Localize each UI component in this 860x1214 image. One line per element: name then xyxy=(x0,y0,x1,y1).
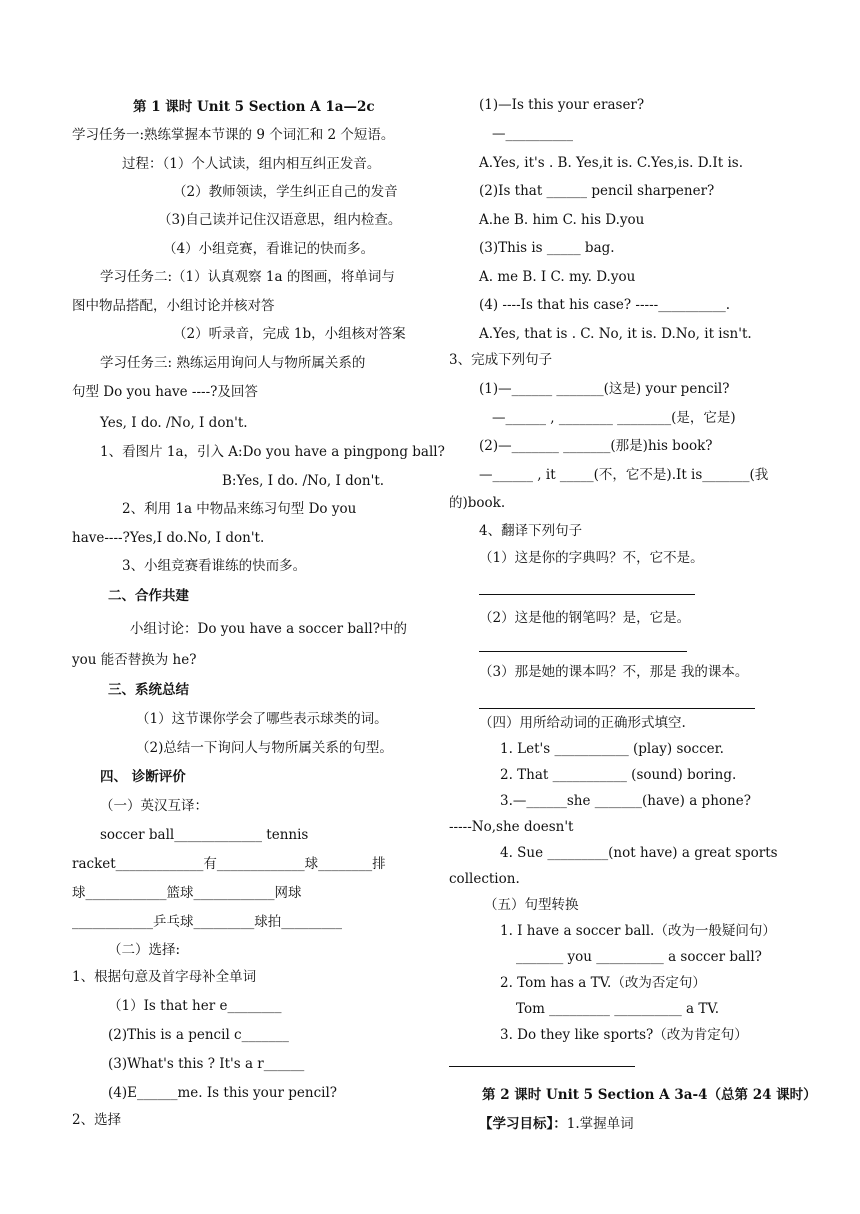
task2-line: （2）听录音，完成 1b，小组核对答案 xyxy=(173,326,406,342)
choice-question: (1)—Is this your eraser? xyxy=(479,97,645,113)
goal-line xyxy=(479,1115,634,1133)
question-heading: 1、根据句意及首字母补全单词 xyxy=(72,969,257,985)
task3-line: 学习任务三: 熟练运用询问人与物所属关系的 xyxy=(100,355,366,371)
question-line: (4)E______me. Is this your pencil? xyxy=(108,1085,338,1101)
complete-line: (2)—_______ _______(那是)his book? xyxy=(479,438,713,454)
section-heading: 二、合作共建 xyxy=(108,588,189,604)
task3-line: 句型 Do you have ----?及回答 xyxy=(72,384,258,400)
process-line: 过程：（1）个人试读，组内相互纠正发音。 xyxy=(122,156,381,172)
translate-line: （2）这是他的钢笔吗？是，它是。 xyxy=(479,610,691,626)
question-heading: 3、完成下列句子 xyxy=(449,352,553,368)
subsection-heading: （四）用所给动词的正确形式填空. xyxy=(479,715,686,731)
choice-options: A.he B. him C. his D.you xyxy=(479,212,645,228)
translation-line: 球____________篮球____________网球 xyxy=(72,885,302,901)
choice-question: (2)Is that ______ pencil sharpener? xyxy=(479,183,715,199)
transform-line: _______ you __________ a soccer ball? xyxy=(516,949,762,965)
subsection-heading: （五）句型转换 xyxy=(484,897,579,913)
choice-answer-blank: —__________ xyxy=(492,126,573,142)
choice-question: (3)This is _____ bag. xyxy=(479,240,615,256)
step-line: B:Yes, I do. /No, I don't. xyxy=(222,473,385,489)
step-line: 1、看图片 1a，引入 A:Do you have a pingpong ball? xyxy=(100,444,445,460)
choice-options: A. me B. I C. my. D.you xyxy=(479,269,636,285)
subsection-heading: （二）选择: xyxy=(108,942,181,958)
choice-question: (4) ----Is that his case? -----__________. xyxy=(479,297,730,313)
choice-options: A.Yes, that is . C. No, it is. D.No, it isn't. xyxy=(479,326,752,342)
task1-line: 学习任务一:熟练掌握本节课的 9 个词汇和 2 个短语。 xyxy=(72,127,395,143)
transform-line: 2. Tom has a TV.（改为否定句） xyxy=(500,975,706,991)
summary-line: （2)总结一下询问人与物所属关系的句型。 xyxy=(136,740,393,756)
discussion-line: you 能否替换为 he? xyxy=(72,652,197,668)
process-line: （4）小组竞赛，看谁记的快而多。 xyxy=(163,241,375,257)
verb-line: 4. Sue _________(not have) a great sports xyxy=(500,845,778,861)
task2-line: 学习任务二:（1）认真观察 1a 的图画，将单词与 xyxy=(100,269,395,285)
complete-line: 的)book. xyxy=(449,495,506,511)
process-line: （2）教师领读，学生纠正自己的发音 xyxy=(173,184,398,200)
answer-rule xyxy=(449,1066,635,1067)
task2-line: 图中物品搭配，小组讨论并核对答 xyxy=(72,298,275,314)
verb-line: collection. xyxy=(449,871,520,887)
answer-rule xyxy=(479,708,755,709)
question-line: （1）Is that her e________ xyxy=(108,998,282,1014)
translate-line: （3）那是她的课本吗？不，那是 我的课本。 xyxy=(479,664,749,680)
question-line: (3)What's this ? It's a r______ xyxy=(108,1056,305,1072)
choice-options: A.Yes, it's . B. Yes,it is. C.Yes,is. D.It is. xyxy=(479,155,743,171)
summary-line: （1）这节课你学会了哪些表示球类的词。 xyxy=(136,711,388,727)
verb-line: 2. That ___________ (sound) boring. xyxy=(500,767,737,783)
verb-line: 3.—______she _______(have) a phone? xyxy=(500,793,751,809)
discussion-line: 小组讨论：Do you have a soccer ball?中的 xyxy=(130,621,407,637)
transform-line: 3. Do they like sports?（改为肯定句） xyxy=(500,1027,748,1043)
section-heading: 四、 诊断评价 xyxy=(100,769,186,785)
transform-line: 1. I have a soccer ball.（改为一般疑问句） xyxy=(500,923,776,939)
section-heading: 三、系统总结 xyxy=(108,682,189,698)
verb-line: 1. Let's ___________ (play) soccer. xyxy=(500,741,724,757)
transform-line: Tom _________ __________ a TV. xyxy=(516,1001,720,1017)
task3-line: Yes, I do. /No, I don't. xyxy=(100,415,248,431)
translate-line: （1）这是你的字典吗？不，它不是。 xyxy=(479,550,704,566)
translation-line: ____________乒乓球_________球拍_________ xyxy=(72,914,342,930)
question-heading: 2、选择 xyxy=(72,1112,122,1128)
translation-line: soccer ball_____________ tennis xyxy=(100,827,309,843)
complete-line: —______ , ________ ________(是，它是) xyxy=(492,410,736,426)
step-line: have----?Yes,I do.No, I don't. xyxy=(72,530,265,546)
question-line: (2)This is a pencil c_______ xyxy=(108,1027,289,1043)
goal-label: 【学习目标】： xyxy=(479,1116,567,1132)
answer-rule xyxy=(479,651,687,652)
verb-line: -----No,she doesn't xyxy=(449,819,574,835)
subsection-heading: （一）英汉互译： xyxy=(100,798,208,814)
complete-line: —______ , it _____(不，它不是).It is_______(我 xyxy=(479,467,769,483)
complete-line: (1)—______ _______(这是) your pencil? xyxy=(479,381,730,397)
lesson2-title: 第 2 课时 Unit 5 Section A 3a-4（总第 24 课时） xyxy=(482,1087,817,1103)
translation-line: racket_____________有_____________球________排 xyxy=(72,856,386,872)
goal-text: 1.掌握单词 xyxy=(566,1116,634,1132)
question-heading: 4、翻译下列句子 xyxy=(479,523,583,539)
process-line: （3)自己读并记住汉语意思，组内检查。 xyxy=(158,212,402,228)
lesson1-title: 第 1 课时 Unit 5 Section A 1a—2c xyxy=(133,99,375,115)
step-line: 3、小组竞赛看谁练的快而多。 xyxy=(122,558,307,574)
step-line: 2、利用 1a 中物品来练习句型 Do you xyxy=(122,501,357,517)
answer-rule xyxy=(479,594,695,595)
